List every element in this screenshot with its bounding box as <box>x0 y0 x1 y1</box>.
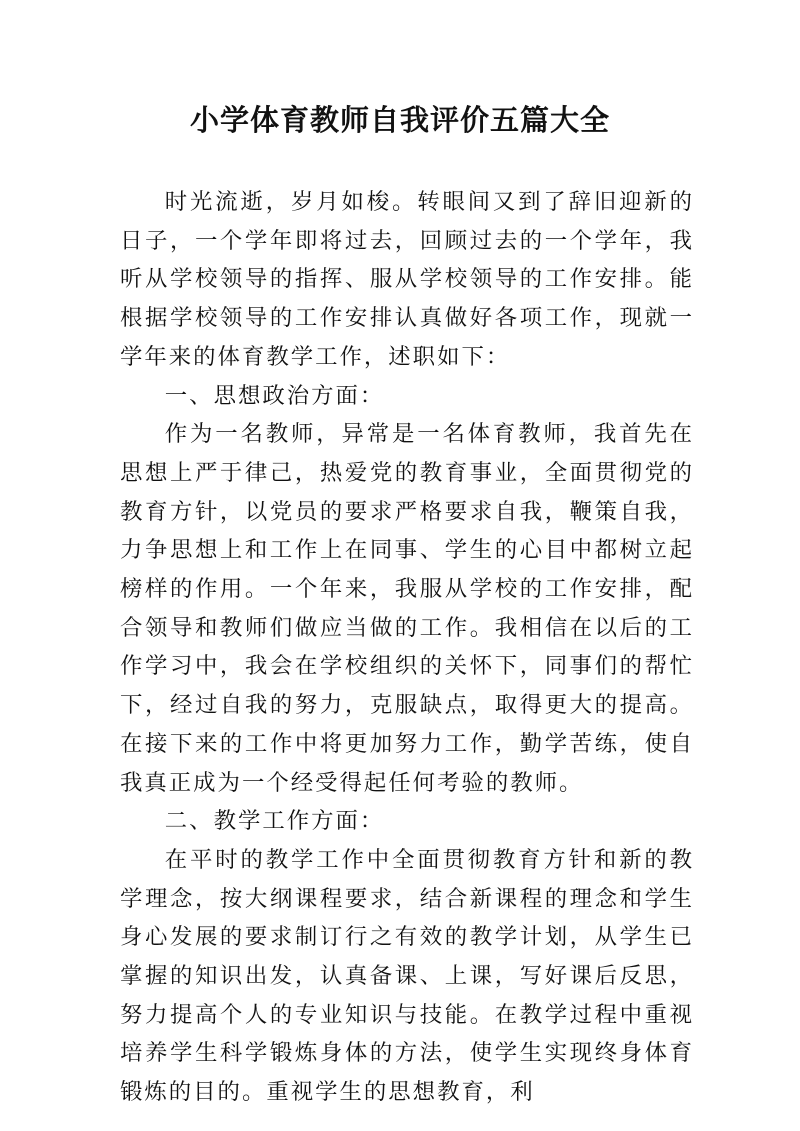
paragraph-intro: 时光流逝，岁月如梭。转眼间又到了辞旧迎新的日子，一个学年即将过去，回顾过去的一个学年，我听从学校领导的指挥、服从学校领导的工作安排。能根据学校领导的工作安排认真做好各项工作，现就一学年来的体育教学工作，述职如下： <box>120 189 694 370</box>
document-title: 小学体育教师自我评价五篇大全 <box>189 103 610 137</box>
document-body <box>120 183 694 1112</box>
section-heading-teaching: 二、教学工作方面： <box>164 808 385 835</box>
paragraph-teaching: 在平时的教学工作中全面贯彻教育方针和新的教学理念，按大纲课程要求，结合新课程的理念和学生身心发展的要求制订行之有效的教学计划，从学生已掌握的知识出发，认真备课、上课，写好课后反思，努力提高个人的专业知识与技能。在教学过程中重视培养学生科学锻炼身体的方法，使学生实现终身体育锻炼的目的。重视学生的思想教育，利 <box>120 846 694 1106</box>
section-heading-political: 一、思想政治方面： <box>164 382 385 409</box>
paragraph-political: 作为一名教师，异常是一名体育教师，我首先在思想上严于律己，热爱党的教育事业，全面贯彻党的教育方针，以党员的要求严格要求自我，鞭策自我，力争思想上和工作上在同事、学生的心目中都树立起榜样的作用。一个年来，我服从学校的工作安排，配合领导和教师们做应当做的工作。我相信在以后的工作学习中，我会在学校组织的关怀下，同事们的帮忙下，经过自我的努力，克服缺点，取得更大的提高。在接下来的工作中将更加努力工作，勤学苦练，使自我真正成为一个经受得起任何考验的教师。 <box>120 421 694 796</box>
